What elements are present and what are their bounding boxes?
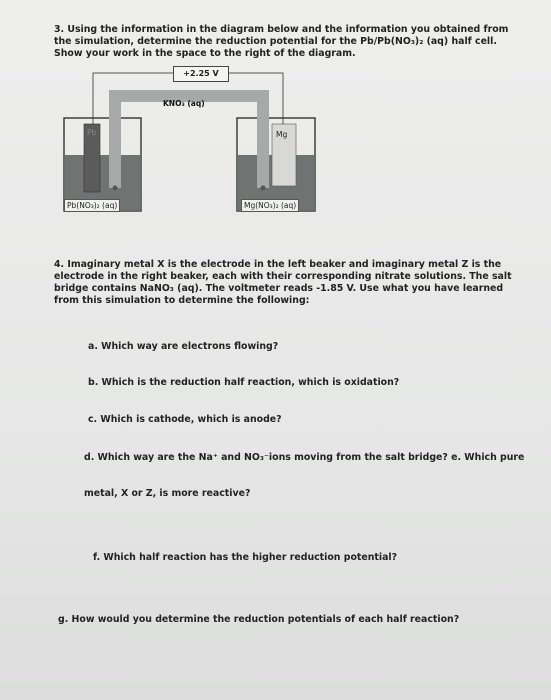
question-4: 4. Imaginary metal X is the electrode in the left beaker and imaginary metal Z is the electrode in the right beaker, each with their corresponding nitrate solutions. The salt bridge contains NaNO₃ (aq). The voltmeter reads -1.85 V. Use what you have learned from this simulation to determine the following:: [54, 259, 512, 306]
pb-electrode-label: Pb: [87, 128, 97, 137]
question-3-text-start: 3. Using the information in the diagram below and the information you obtained from the simulation, determine the reduction potential for the: [54, 24, 509, 47]
question-3-text-end: half cell. Show your work in the space to the right of the diagram.: [54, 36, 497, 59]
salt-bridge-left-plug: [113, 186, 118, 191]
salt-bridge-label: KNO₃ (aq): [163, 99, 205, 108]
question-4c: c. Which is cathode, which is anode?: [88, 414, 282, 425]
salt-bridge-right-plug: [261, 186, 266, 191]
question-4a: a. Which way are electrons flowing?: [88, 341, 279, 352]
question-4f: f. Which half reaction has the higher reduction potential?: [93, 552, 398, 563]
voltmeter-reading: +2.25 V: [173, 66, 229, 82]
question-4b: b. Which is the reduction half reaction, which is oxidation?: [88, 377, 400, 388]
left-solution-label: Pb(NO₃)₂ (aq): [64, 199, 120, 212]
question-3-formula: Pb/Pb(NO₃)₂ (aq): [360, 36, 449, 47]
question-4d: d. Which way are the Na⁺ and NO₃⁻ions moving from the salt bridge? e. Which pure: [84, 452, 525, 463]
question-4g: g. How would you determine the reduction potentials of each half reaction?: [58, 614, 460, 625]
mg-electrode-label: Mg: [276, 130, 288, 139]
right-solution-label: Mg(NO₃)₂ (aq): [241, 199, 299, 212]
question-4e: metal, X or Z, is more reactive?: [84, 488, 251, 499]
